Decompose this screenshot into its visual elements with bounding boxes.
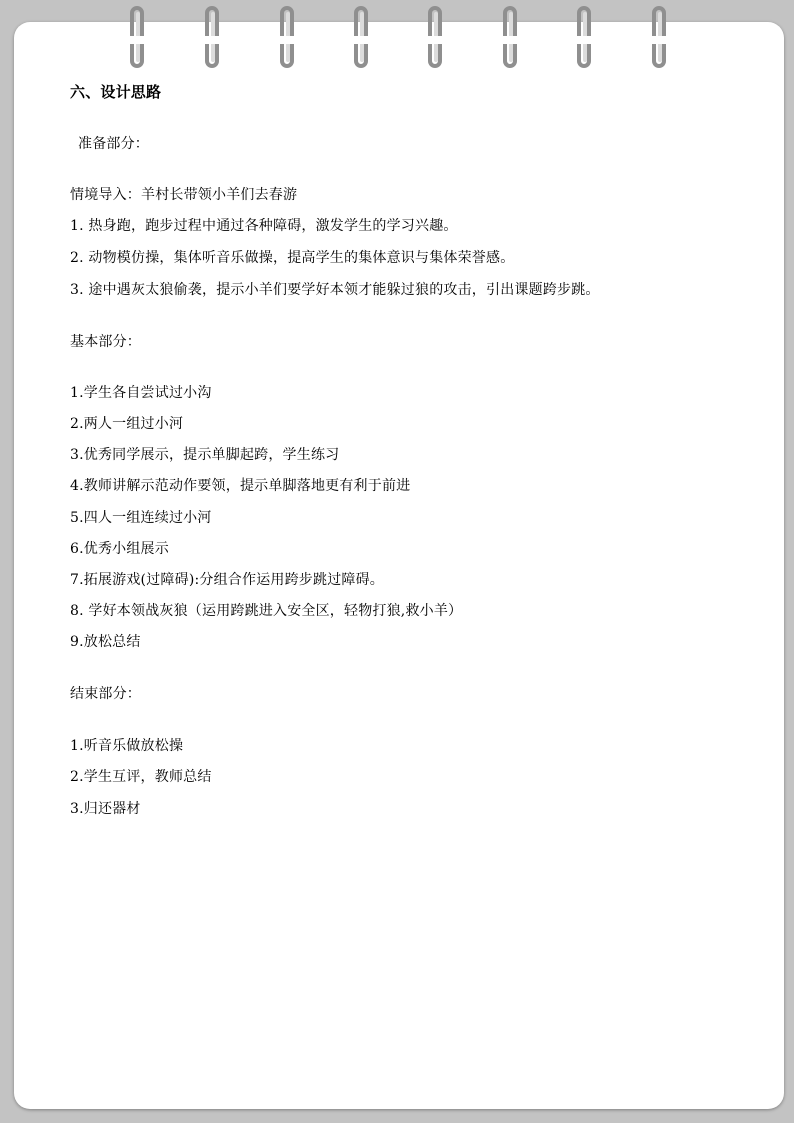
spiral-ring-icon: [202, 6, 222, 68]
spiral-ring-icon: [351, 6, 371, 68]
basic-item: 2.两人一组过小河: [70, 416, 184, 432]
spiral-ring-icon: [500, 6, 520, 68]
basic-item: 3.优秀同学展示，提示单脚起跨，学生练习: [70, 447, 340, 463]
end-item: 3.归还器材: [70, 801, 141, 817]
basic-heading: 基本部分：: [70, 334, 141, 350]
prep-intro: 情境导入：羊村长带领小羊们去春游: [70, 187, 298, 203]
basic-item: 4.教师讲解示范动作要领，提示单脚落地更有利于前进: [70, 478, 411, 494]
basic-item: 9.放松总结: [70, 634, 141, 650]
spiral-ring-icon: [425, 6, 445, 68]
spiral-ring-icon: [574, 6, 594, 68]
basic-item: 8. 学好本领战灰狼（运用跨跳进入安全区，轻物打狼,救小羊）: [70, 603, 463, 619]
basic-item: 5.四人一组连续过小河: [70, 510, 212, 526]
prep-item: 3. 途中遇灰太狼偷袭，提示小羊们要学好本领才能躲过狼的攻击，引出课题跨步跳。: [70, 282, 600, 298]
basic-item: 1.学生各自尝试过小沟: [70, 385, 212, 401]
prep-item: 1. 热身跑，跑步过程中通过各种障碍，激发学生的学习兴趣。: [70, 218, 458, 234]
prep-item: 2. 动物模仿操，集体听音乐做操，提高学生的集体意识与集体荣誉感。: [70, 250, 515, 266]
spiral-ring-icon: [277, 6, 297, 68]
end-heading: 结束部分：: [70, 686, 141, 702]
section-title: 六、设计思路: [70, 83, 162, 101]
spiral-ring-icon: [649, 6, 669, 68]
end-item: 2.学生互评，教师总结: [70, 769, 212, 785]
basic-item: 6.优秀小组展示: [70, 541, 169, 557]
basic-item: 7.拓展游戏(过障碍):分组合作运用跨步跳过障碍。: [70, 572, 384, 588]
spiral-ring-icon: [127, 6, 147, 68]
end-item: 1.听音乐做放松操: [70, 738, 184, 754]
prep-heading: 准备部分：: [78, 136, 149, 152]
